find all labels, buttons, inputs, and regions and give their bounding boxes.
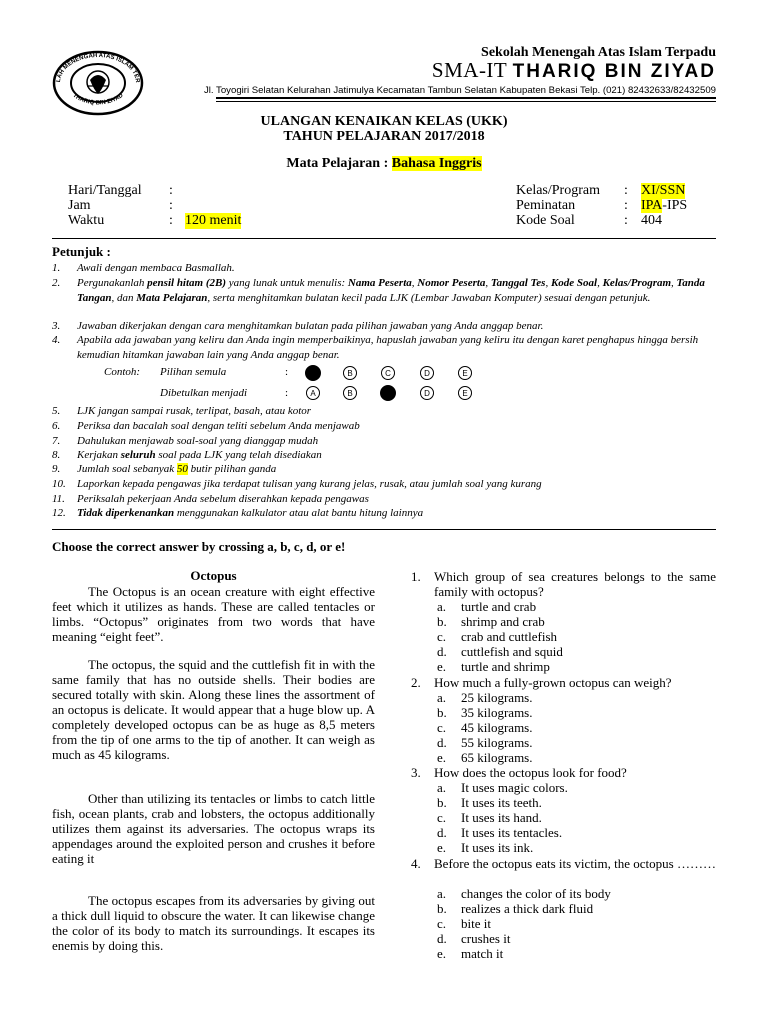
- info-value-kode: 404: [641, 213, 662, 228]
- info-divider: [52, 238, 716, 239]
- answer-option[interactable]: a. 25 kilograms.: [437, 690, 533, 705]
- answer-option[interactable]: a. It uses magic colors.: [437, 780, 568, 795]
- passage-title: Octopus: [190, 568, 237, 583]
- instruction-item: 2. Pergunakanlah pensil hitam (2B) yang lunak untuk menulis: Nama Peserta, Nomor Peserta, Tanggal Tes, Kode Soal, Kelas/Program, Tanda Tangan, dan Mata Pelajaran, serta menghitamkan bulatan kecil pada LJK (Lembar Jawaban Komputer) sesuai dengan petunjuk.: [52, 277, 705, 304]
- answer-bubble-c: C: [381, 366, 395, 380]
- school-address: Jl. Toyogiri Selatan Kelurahan Jatimulya Kecamatan Tambun Selatan Kabupaten Bekasi Telp. (021) 82432633/82432509: [203, 85, 716, 96]
- question: 3. How does the octopus look for food?: [411, 765, 627, 780]
- school-prefix: SMA-IT: [431, 58, 513, 82]
- info-value-waktu: 120 menit: [185, 213, 242, 228]
- answer-option[interactable]: d. cuttlefish and squid: [437, 644, 563, 659]
- answer-bubble-a: A: [306, 386, 320, 400]
- instruction-item: 11. Periksalah pekerjaan Anda sebelum diserahkan kepada pengawas: [52, 493, 369, 505]
- example-colon: :: [285, 366, 289, 378]
- answer-bubble-a: [305, 365, 321, 381]
- passage-paragraph: The octopus escapes from its adversaries by giving out a thick dull liquid to obscure the water. It can likewise change the color of its body to match its surroundings. It escapes its enemis by doing this.: [52, 893, 375, 953]
- info-colon: :: [624, 183, 628, 198]
- header-divider-thin: [216, 101, 716, 102]
- subject-line: [0, 156, 768, 172]
- school-main-name: THARIQ BIN ZIYAD: [512, 61, 716, 82]
- answer-option[interactable]: b. It uses its teeth.: [437, 795, 542, 810]
- info-label-waktu: Waktu: [68, 213, 105, 228]
- answer-bubble-d: D: [420, 366, 434, 380]
- answer-bubble-b: B: [343, 386, 357, 400]
- school-title: [432, 58, 716, 83]
- answer-option[interactable]: b. shrimp and crab: [437, 614, 545, 629]
- instruction-item: 7. Dahulukan menjawab soal-soal yang dianggap mudah: [52, 435, 319, 447]
- instruction-item: 12. Tidak diperkenankan menggunakan kalkulator atau alat bantu hitung lainnya: [52, 507, 424, 519]
- instruction-item: 3. Jawaban dikerjakan dengan cara menghitamkan bulatan pada pilihan jawaban yang Anda anggap benar.: [52, 320, 544, 332]
- info-colon: :: [624, 213, 628, 228]
- question-instruction: Choose the correct answer by crossing a, b, c, d, or e!: [52, 539, 346, 554]
- school-name: Sekolah Menengah Atas Islam Terpadu: [481, 45, 716, 60]
- answer-option[interactable]: e. It uses its ink.: [437, 840, 534, 855]
- school-logo: [52, 50, 144, 116]
- subject-label: Mata Pelajaran :: [286, 156, 392, 171]
- answer-option[interactable]: e. turtle and shrimp: [437, 659, 550, 674]
- answer-bubble-e: E: [458, 366, 472, 380]
- logo-text-top: LAH MENENGAH ATAS ISLAM TER: [55, 52, 141, 84]
- passage-paragraph: Other than utilizing its tentacles or limbs to catch little fish, ocean plants, crab and lobsters, the octopus additionally utilizes them against its adversaries. The octopus wraps its appendages around the exploited person and crushes it before eating it: [52, 791, 375, 866]
- answer-option[interactable]: c. bite it: [437, 916, 491, 931]
- answer-option[interactable]: a. changes the color of its body: [437, 886, 611, 901]
- instruction-item: 4. Apabila ada jawaban yang keliru dan Anda ingin memperbaikinya, hapuslah jawaban yang keliru itu dengan karet penghapus hingga bersih kemudian hitamkan jawaban lain yang Anda anggap benar.: [52, 334, 699, 361]
- info-colon: :: [169, 198, 173, 213]
- passage-paragraph: The Octopus is an ocean creature with eight effective feet which it utilizes as hands. These are called tentacles or limbs. “Octopus” originates from two words that have meaning “eight feet”.: [52, 584, 375, 644]
- info-label-kelas: Kelas/Program: [516, 183, 600, 198]
- info-colon: :: [169, 183, 173, 198]
- info-colon: :: [624, 198, 628, 213]
- answer-option[interactable]: d. 55 kilograms.: [437, 735, 533, 750]
- question: 1. Which group of sea creatures belongs to the same family with octopus?: [411, 569, 716, 599]
- section-divider: [52, 529, 716, 530]
- instructions-title: Petunjuk :: [52, 244, 111, 259]
- answer-option[interactable]: c. It uses its hand.: [437, 810, 542, 825]
- info-colon: :: [169, 213, 173, 228]
- answer-option[interactable]: a. turtle and crab: [437, 599, 537, 614]
- answer-bubble-e: E: [458, 386, 472, 400]
- example-original-label: Pilihan semula: [160, 366, 227, 378]
- example-label: Contoh:: [104, 366, 141, 378]
- instruction-item: 9. Jumlah soal sebanyak 50 butir pilihan ganda: [52, 463, 277, 475]
- info-value-kelas: XI/SSN: [641, 183, 686, 198]
- peminatan-rest: -IPS: [662, 198, 688, 213]
- answer-option[interactable]: c. crab and cuttlefish: [437, 629, 558, 644]
- header-divider: [216, 97, 716, 99]
- svg-text:THARIQ BIN ZIYAD: [71, 92, 125, 106]
- question: 2. How much a fully-grown octopus can weigh?: [411, 675, 672, 690]
- answer-bubble-c: [380, 385, 396, 401]
- answer-option[interactable]: b. 35 kilograms.: [437, 705, 533, 720]
- question: 4. Before the octopus eats its victim, the octopus ………: [411, 856, 716, 871]
- info-label-peminatan: Peminatan: [516, 198, 576, 213]
- logo-text-bottom: THARIQ BIN ZIYAD: [71, 92, 125, 107]
- instruction-item: 10. Laporkan kepada pengawas jika terdapat tulisan yang kurang jelas, rusak, atau jumlah soal yang kurang: [52, 478, 542, 490]
- info-label-kode: Kode Soal: [516, 213, 575, 228]
- academic-year: TAHUN PELAJARAN 2017/2018: [283, 129, 485, 144]
- example-corrected-label: Dibetulkan menjadi: [160, 387, 248, 399]
- info-value-peminatan: [641, 198, 687, 214]
- answer-bubble-b: B: [343, 366, 357, 380]
- instruction-item: 6. Periksa dan bacalah soal dengan teliti sebelum Anda menjawab: [52, 420, 360, 432]
- example-colon: :: [285, 387, 289, 399]
- exam-title: ULANGAN KENAIKAN KELAS (UKK): [260, 114, 508, 129]
- answer-bubble-d: D: [420, 386, 434, 400]
- instruction-item: 1. Awali dengan membaca Basmallah.: [52, 262, 235, 274]
- instruction-item: 5. LJK jangan sampai rusak, terlipat, basah, atau kotor: [52, 405, 312, 417]
- answer-option[interactable]: b. realizes a thick dark fluid: [437, 901, 594, 916]
- info-label-jam: Jam: [68, 198, 91, 213]
- instruction-item: 8. Kerjakan seluruh soal pada LJK yang telah disediakan: [52, 449, 322, 461]
- answer-option[interactable]: e. 65 kilograms.: [437, 750, 533, 765]
- info-label-hari: Hari/Tanggal: [68, 183, 142, 198]
- answer-option[interactable]: e. match it: [437, 946, 504, 961]
- answer-option[interactable]: d. crushes it: [437, 931, 511, 946]
- answer-option[interactable]: d. It uses its tentacles.: [437, 825, 563, 840]
- subject-value: Bahasa Inggris: [391, 156, 482, 171]
- peminatan-selected: IPA: [641, 198, 663, 213]
- passage-paragraph: The octopus, the squid and the cuttlefish fit in with the same family that has no outside shells. Their bodies are secured totally with skin. Along these lines the assortment of an octopus is delicate. It would appear that a huge blow up. A completely developed octopus can be as huge as 8,5 meters from the tip of one arms to the tip of another. It can weigh as much as 45 kilograms.: [52, 657, 375, 762]
- answer-option[interactable]: c. 45 kilograms.: [437, 720, 533, 735]
